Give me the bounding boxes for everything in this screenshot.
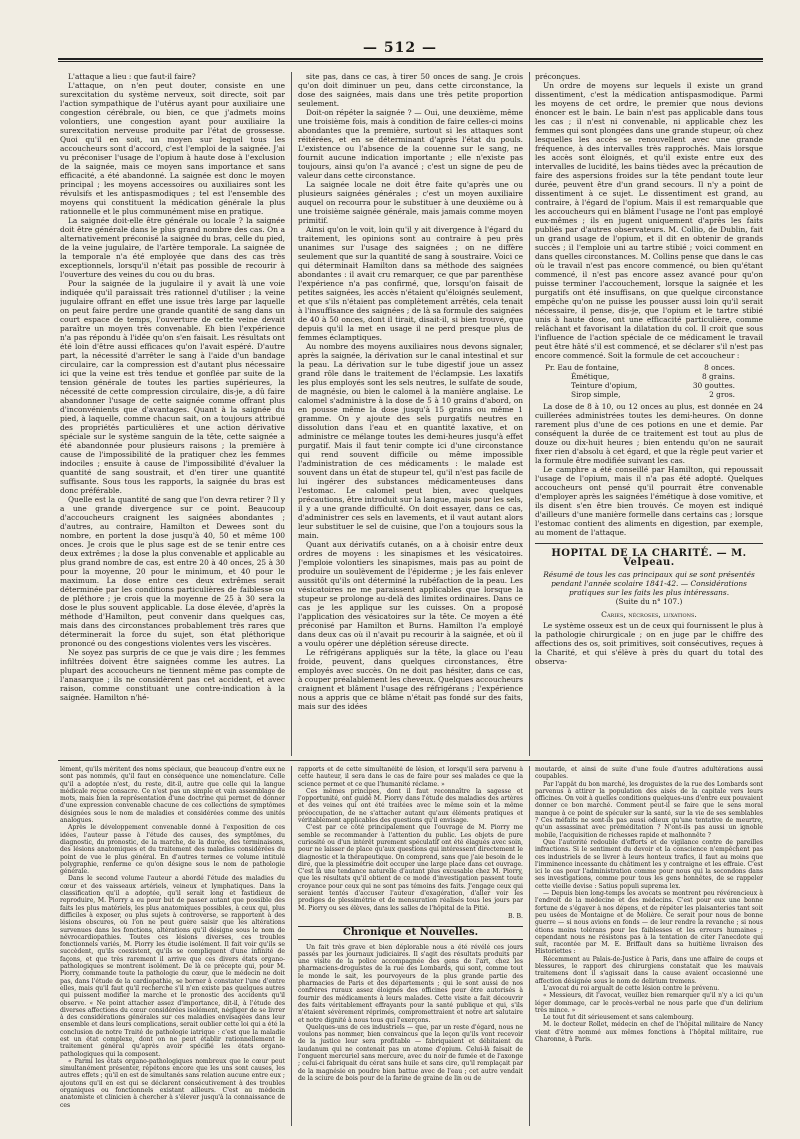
paragraph: Un ordre de moyens sur lequels il existe un grand dissentiment, c'est la médication antispasmodique. Parmi les moyens de cet ordre, le premier que nous devions énoncer est le bain. Le bain n'est pas applicable dans tous les cas ; il n'est ni convenable, ni applicable chez les femmes qui sont plongées dans une grande stupeur, où chez lesquelles les accès se renouvellent avec une grande fréquence, à des intervalles très rapprochés. Mais lorsque les accès sont éloignés, et qu'il existe entre eux des intervalles de lucidité, les bains tièdes avec la précaution de faire des aspersions froides sur la tête pendant toute leur durée, peuvent être d'un grand secours. Il n'y a point de dissentiment à ce sujet. Le dissentiment est grand, au contraire, à l'égard de l'opium. Mais il est remarquable que les accoucheurs qui en blâment l'usage ne l'ont pas employé eux-mêmes ; ils en jugent uniquement d'après les faits publiés par d'autres observateurs. M. Collio, de Dublin, fait un grand usage de l'opium, et il dit en obtenir de grands succès ; il l'emploie uni au tartre stibié ; voici comment en dans quelles circonstances. M. Collins pense que dans le cas où le travail n'est pas encore commencé, ou bien qu'étant commencé, il n'est pas encore assez avancé pour qu'on puisse terminer l'accouchement, lorsque la saignée et les purgatifs ont été insuffisans, on que quelque circonstance empêche qu'on ne puisse les pousser aussi loin qu'il serait nécessaire, il pense, dis-je, que l'opium et le tartre stibié unis à haute dose, ont une efficacité particulière, comme relâchant et favorisant la dilatation du col. Il croit que sous l'influence de l'action spéciale de ce médicament le travail peut être hâté s'il est commencé, et se déclarer s'il n'est pas encore commencé. Soit la formule de cet accoucheur : <box>535 81 763 360</box>
ingredient: Sirop simple, <box>571 390 621 399</box>
paragraph: Le réfrigérans appliqués sur la tête, la glace ou l'eau froide, peuvent, dans quelques circonstances, être employés avec succès. On ne doit pas hésiter, dans ce cas, à couper préalablement les cheveux. Quelques accoucheurs craignent et blâment l'usage des réfrigérans ; l'expérience nous a appris que ce blâme n'était pas fondé sur des faits, mais sur des idées <box>298 648 523 711</box>
quantity: 30 gouttes. <box>692 381 735 390</box>
article-column-3 <box>535 72 763 756</box>
section-subtitle: Résumé de tous les cas principaux qui se sont présentés pendant l'année scolaire 1841-42. — Considérations pratiques sur les faits les plus intéressans. <box>543 570 755 597</box>
paragraph: Quant aux dérivatifs cutanés, on a à choisir entre deux ordres de moyens : les sinapismes et les vésicatoires. J'emploie volontiers les sinapismes, mais pas au point de produire un soulèvement de l'épiderme ; je les fais enlever aussitôt qu'ils ont déterminé la rubéfaction de la peau. Les vésicatoires ne me paraissent applicables que lorsque la stupeur se prolonge au-delà des limites ordinaires. Dans ce cas je les applique sur les cuisses. On a proposé l'application des vésicatoires sur la tête. Ce moyen a été préconisé par Hamilton et Burns. Hamilton l'a employé dans deux cas où il n'avait pu recourir à la saignée, et où il a voulu opérer une déplétion séreuse directe. <box>298 540 523 648</box>
ingredient: Émétique, <box>571 372 610 381</box>
paragraph: Quelques-uns de ces industriels — que, par un reste d'égard, nous ne voulons pas nommer, bien convaincus que la leçon qu'ils vont recevoir de la justice leur sera profitable — fabriquaient et débitaient du laudanum qui ne contenait pas un atome d'opium. Celui-là faisait de l'onguent mercuriel sans mercure, avec du noir de fumée et de l'axonge ; celui-ci fabriquait du cérat sans huile et sans cire, qu'il remplaçait par de la magnésie en poudre bien battue avec de l'eau ; cet autre vendait de la sciure de bois pour de la farine de graine de lin ou de <box>298 1023 523 1082</box>
review-column-2 <box>298 766 523 1126</box>
paragraph: lément, qu'ils méritent des noms spéciaux, que beaucoup d'entre eux ne sont pas nommés, qu'il faut en conséquence une nomenclature. Celle qu'il a adoptée n'est, du reste, dit-il, autre que celle qui la langue médicale reçue consacre. Ce n'est pas un simple et vain assemblage de mots, mais bien la représentation d'une doctrine qui permet de donner d'une expression convenable chacune de ces collections de symptômes désignées sous le nom de maladies et considérées comme des unités analogues. <box>60 766 285 825</box>
prescription-line <box>545 363 735 372</box>
header-rule-thin <box>58 61 763 62</box>
section-title-hospital: HOPITAL DE LA CHARITÉ. — M. Velpeau. <box>535 543 763 567</box>
paragraph: Au nombre des moyens auxiliaires nous devons signaler, après la saignée, la dérivation sur le canal intestinal et sur la peau. La dérivation sur le tube digestif joue un assez grand rôle dans le traitement de l'éclampsie. Les laxatifs les plus employés sont les sels neutres, le sulfate de soude, de magnésie, ou bien le calomel à la manière anglaise. Le calomel s'administre à la dose de 5 à 10 grains d'abord, on en pousse même la dose jusqu'à 15 grains ou même 1 gramme. On y ajoute des sels purgatifs neutres en dissolution dans l'eau et en quantité laxative, et on administre ce mélange toutes les demi-heures jusqu'à effet purgatif. Mais il faut tenir compte ici d'une circonstance qui rend souvent difficile ou même impossible l'administration de ces médicaments : le malade est souvent dans un état de stupeur tel, qu'il n'est pas facile de lui ingérer des substances médicamenteuses dans l'estomac. Le calomel peut bien, avec quelques précautions, être introduit sur la langue, mais pour les sels, il y a une grande difficulté. On doit essayer, dans ce cas, d'administrer ces sels en lavements, et il vaut autant alors leur substituer le sel de cuisine, que l'on a toujours sous la main. <box>298 342 523 540</box>
ingredient: Pr. Eau de fontaine, <box>545 363 619 372</box>
paragraph: Doit-on répéter la saignée ? — Oui, une deuxième, même une troisième fois, mais à condition de faire celles-ci moins abondantes que la première, surtout si les attaques sont réitérées, et en se déterminant d'après l'état du pouls. L'existence ou l'absence de la couenne sur le sang, ne fournit aucune indication importante ; elle n'existe pas toujours, ainsi qu'on l'a avancé ; c'est un signe de peu de valeur dans cette circonstance. <box>298 108 523 180</box>
quantity: 2 gros. <box>709 390 735 399</box>
paragraph: préconçues. <box>535 72 581 81</box>
paragraph: Dans le second volume l'auteur a abordé l'étude des maladies du cœur et des vaisseaux artériels, veineux et lymphatiques. Dans la classification qu'il a adoptée, qu'il serait long et fastidieux de reproduire, M. Piorry a eu pour but de passer autant que possible des faits les plus matériels, les plus anatomiques possibles, à ceux qui, plus difficiles à exposer, ou plus sujets à controverse, se rapportent à des lésions obscures, où l'on ne peut guère saisir que les altérations survenues dans les fonctions, altérations qu'il désigne sous le nom de névrocardiopathies. Toutes ces lésions diverses, ces troubles fonctionnels variés, M. Piorry les étudie isolément. Il fait voir qu'ils se succèdent, qu'ils coexistent, qu'ils se compliquent d'une infinité de façons, et que très rarement il arrive que ces divers états organo-pathologiques se montrent isolément. De là ce précepte qui, pour M. Piorry, commande toute la pathologie du cœur, que le médecin ne doit pas, dans l'étude de la cardiopathie, se borner à constater l'une d'entre elles, mais qu'il faut qu'il recherche s'il n'en existe pas quelques autres qui puissent modifier la marche et le pronostic des accidents qu'il observe. « Ne point attacher assez d'importance, dit-il, à l'étude des diverses affections du cœur considérées isolément, négliger de se livrer à des considérations générales sur ces maladies envisagées dans leur ensemble et dans leurs complications, serait oublier cette loi qui a été la conclusion de notre Traité de pathologie iatrique : c'est que la maladie est un état complexe, dont on ne peut établir rationnellement le traitement général qu'après avoir spécifié les états organo-pathologiques qui la composent. <box>60 875 285 1058</box>
ingredient: Teinture d'opium, <box>571 381 638 390</box>
prescription-line <box>545 372 735 381</box>
paragraph: L'avocat du roi argualt de cette lésion contre le prévenu. <box>543 984 720 992</box>
header-rule <box>58 58 763 60</box>
paragraph: La saignée doit-elle être générale ou locale ? la saignée doit être générale dans le plus grand nombre des cas. On a alternativement préconisé la saignée du bras, celle du pied, de la veine jugulaire, de l'artère temporale. La saignée de la temporale n'a été employée que dans des cas très exceptionnels, lorsqu'il n'était pas possible de recourir à l'ouverture des veines du cou ou du bras. <box>60 216 285 279</box>
prescription-formula <box>545 363 763 399</box>
section-title-chronique: Chronique et Nouvelles. <box>298 926 523 939</box>
paragraph: L'attaque a lieu : que faut-il faire? <box>68 72 196 81</box>
column-divider <box>529 72 530 756</box>
paragraph: Par l'appât du bon marché, les droguistes de la rue des Lombards sont parvenus à attirer la population des aisés de la capitale vers leurs officines. On voit à quelles conditions quelques-uns d'entre eux pouvaient donner ce bon marché. Comment peut-il se faire que le sens moral manque à ce point de spéculer sur la santé, sur la vie de ses semblables ? Ces méfaits ne sont-ils pas aussi odieux qu'une tentative de meurtre, qu'un assassinat avec préméditation ? N'ont-ils pas aussi un ignoble mobile, l'acquisition de richesses rapide et malhonnête ? <box>535 780 763 839</box>
paragraph: Récemment au Palais-de-Justice à Paris, dans une affaire de coups et blessures, le rapport des chirurgiens constatait que les mauvais traitemens dont il s'agissait dans la cause avaient occasionné une affection désignée sous le nom de delirium tremens. <box>535 955 763 985</box>
paragraph: Pour la saignée de la jugulaire il y avait là une voie indiquée qu'il paraissait très rationnel d'utiliser ; la veine jugulaire offrant en effet une issue très large par laquelle on peut faire perdre une grande quantité de sang dans un court espace de temps, l'ouverture de cette veine devait paraître un moyen très convenable. Eh bien l'expérience n'a pas répondu à l'idée qu'on s'en faisait. Les résultats ont été loin d'être aussi efficaces qu'on l'avait espéré. D'autre part, la nécessité d'arrêter le sang à l'aide d'un bandage circulaire, car la compression est d'autant plus nécessaire ici que la veine est très tendue et gonflée par suite de la tension générale de toutes les parties supérieures, la nécessité de cette compression circulaire, dis-je, a dû faire abandonner l'usage de cette saignée comme offrant plus d'inconvénients que d'avantages. Quant à la saignée du pied, à laquelle, comme chacun sait, on a toujours attribué des propriétés particulières et une action dérivative spéciale sur le système sanguin de la tête, cette saignée a été abandonnée pour plusieurs raisons ; la première à cause de l'impossibilité de la pratiquer chez les femmes indociles ; ensuite à cause de l'impossibilité d'évaluer la quantité de sang soustrait, et d'en tirer une quantité suffisante. Sous tous les rapports, la saignée du bras est donc préférable. <box>60 279 285 495</box>
paragraph: Ainsi qu'on le voit, loin qu'il y ait divergence à l'égard du traitement, les opinions sont au contraire à peu près unanimes sur l'usage des saignées ; on ne diffère seulement que sur la quantité de sang à soustraire. Voici ce qui déterminait Hamilton dans sa méthode des saignées abondantes : il avait cru remarquer, ce que par parenthèse l'expérience n'a pas confirmé, que, lorsqu'on faisait de petites saignées, les accès n'étaient qu'éloignés seulement, et que s'ils n'étaient pas complètement arrêtés, cela tenait à l'insuffisance des saignées ; de là sa formule des saignées de 40 à 50 onces, dont il tirait, disait-il, si bien trouvé, que depuis qu'il la met en usage il ne perd presque plus de femmes éclamptiques. <box>298 225 523 342</box>
paragraph: Quelle est la quantité de sang que l'on devra retirer ? Il y a une grande divergence sur ce point. Beaucoup d'accoucheurs craignent les saignées abondantes ; d'autres, au contraire, Hamilton et Dewees sont du nombre, en portent la dose jusqu'à 40, 50 et même 100 onces. Je crois que le plus sage est de se tenir entre ces deux extrêmes ; la dose la plus convenable et applicable au plus grand nombre de cas, est entre 20 à 40 onces, 25 à 30 pour la moyenne, 20 pour le minimum, et 40 pour le maximum. La dose entre ces deux extrêmes serait déterminée par les conditions particulières de faiblesse ou de pléthore ; je crois que la moyenne de 25 à 30 sera la dose le plus souvent applicable. La dose élevée, d'après la méthode d'Hamilton, peut convenir dans quelques cas, mais dans des circonstances probablement très rares que déterminerait la force du sujet, son état pléthorique prononcé ou des congestions violentes vers les viscères. <box>60 495 285 648</box>
page-number: — 512 — <box>363 40 437 56</box>
prescription-line <box>545 381 735 390</box>
paragraph: rapports et de cette simultanéité de lésion, et lorsqu'il sera parvenu à cette hauteur, il sera dans le cas de faire pour ses malades ce que la science permet et ce que l'humanité réclame. » <box>298 766 523 788</box>
paragraph: La dose de 8 à 10, ou 12 onces au plus, est donnée en 24 cuillerées administrées toutes les demi-heures. On donne rarement plus d'une de ces potions en une et demie. Par conséquent la durée de ce traitement est tout au plus de douze ou dix-huit heures ; bien entendu qu'on ne saurait fixer rien d'absolu à cet égard, et que la règle peut varier et la formule être modifiée suivant les cas. <box>535 402 763 465</box>
paragraph: M. le docteur Rollet, médecin en chef de l'hôpital militaire de Nancy vient d'être nommé aux mêmes fonctions à l'hôpital militaire, rue Charonne, à Paris. <box>535 1021 763 1043</box>
paragraph: moutarde, et ainsi de suite d'une foule d'autres adultérations aussi coupables. <box>535 766 763 781</box>
paragraph: Ces mêmes principes, dont il faut reconnaître la sagesse et l'opportunité, ont guidé M. Piorry dans l'étude des maladies des artères et des veines qui ont été traitées avec le même soin et la même préoccupation, de ne s'attacher autant qu'aux éléments pratiques et véritablement applicables des questions qu'il envisage. <box>298 787 523 825</box>
paragraph: « Parmi les états organo-pathologiques nombreux que le cœur peut simultanément présenter, répétons encore que les uns sont causes, les autres effets ; qu'il en est de simultanés sans relation aucune entre eux ; ajoutons qu'il en est qui se déclarent consécutivement à des troubles organiques ou fonctionnels existant ailleurs. C'est au médecin anatomiste et clinicien à chercher à s'élever jusqu'à la connaissance de ces <box>60 1057 285 1109</box>
paragraph: site pas, dans ce cas, à tirer 50 onces de sang. Je crois qu'on doit diminuer un peu, dans cette circonstance, la dose des saignées, mais dans une très petite proportion seulement. <box>298 72 523 108</box>
paragraph: Un fait très grave et bien déplorable nous a été révélé ces jours passés par les journaux judiciaires. Il s'agit des résultats produits par une visite de la police accompagnée des gens de l'art, chez les pharmaciens-droguistes de la rue des Lombards, qui sont, comme tout le monde le sait, les pourvoyeurs de la plus grande partie des pharmacies de Paris et des départements ; qui le sont aussi de nos confrères ruraux assez éloignés des officines pour être autorisés à fournir des médicaments à leurs malades. Cette visite a fait découvrir des faits véritablement effrayants pour la santé publique et qui, s'ils n'étaient sévèrement réprimés, compromettraient et notre art salutaire et notre dignité à nous tous qui l'exerçons. <box>298 943 523 1024</box>
paragraph: La saignée locale ne doit être faite qu'après une ou plusieurs saignées générales ; c'est un moyen auxiliaire auquel on recourra pour le substituer à une deuxième ou à une troisième saignée générale, mais jamais comme moyen primitif. <box>298 180 523 225</box>
paragraph: L'attaque, on n'en peut douter, consiste en une surexcitation du système nerveux, soit directe, soit par l'action sympathique de l'utérus ayant pour auxiliaire une congestion cérébrale, ou bien, ce que j'admets moins volontiers, une congestion ayant pour auxiliaire la surexcitation nerveuse produite par l'état de grossesse. Quoi qu'il en soit, un moyen sur lequel tous les accoucheurs sont d'accord, c'est l'emploi de la saignée. J'ai vu préconiser l'usage de l'opium à haute dose à l'exclusion de la saignée, mais ce moyen sans importance et sans efficacité, a été abandonné. La saignée est donc le moyen principal ; les moyens accessoires ou auxiliaires sont les révulsifs et les antispasmodiques ; tel est l'ensemble des moyens qui constituent la médication générale la plus rationnelle et le plus communément mise en pratique. <box>60 81 285 216</box>
review-column-1 <box>60 766 285 1126</box>
paragraph: — Depuis bien long-temps les avocats se montrent peu révérencieux à l'endroit de la médecine et des médecins. C'est pour eux une bonne fortune de s'égayer à nos dépens, et de répéter les plaisanteries tant soit peu usées de Montaigne et de Molière. Ce serait pour nous de bonne guerre — si nous avions en fonds — de leur rendre la revanche ; si nous étions moins tolérans pour les faiblesses et les erreurs humaines ; cependant nous ne résistons pas à la tentation de citer l'anecdote qui suit, racontée par M. E. Briffault dans sa huitième livraison des Historiettes : <box>535 890 763 956</box>
paragraph: C'est par ce côté principalement que l'ouvrage de M. Piorry me semble se recommander à l'attention du public. Les objets de pure curiosité ou d'un intérêt purement spéculatif ont été élagués avec soin, pour ne laisser de place qu'aux questions qui intéressent directement le diagnostic et la thérapeutique. On comprend, sans que j'aie besoin de le dire, que la plessimétrie doit occuper une large place dans cet ouvrage. C'est là une tendance naturelle d'autant plus excusable chez M. Piorry, que les résultats qu'il obtient de ce mode d'investigation passent toute croyance pour ceux qui ne sont pas témoins des faits. J'engage ceux qui seraient tentés d'accuser l'auteur d'exagération, d'aller voir les prodiges de plessimétrie et de mensuration réalisés tous les jours par M. Piorry ou ses élèves, dans les salles de l'hôpital de la Pitié. <box>298 824 523 912</box>
paragraph: Après le développement convenable donné à l'exposition de ces idées, l'auteur passe à l'étude des causes, des symptômes, du diagnostic, du pronostic, de la marche, de la durée, des terminaisons, des lésions anatomiques et du traitement des maladies considérées du point de vue le plus général. En d'autres termes ce volume intitulé polygraphie, renferme ce qu'on désigne sous le nom de pathologie générale. <box>60 824 285 876</box>
section-divider <box>58 760 763 761</box>
news-column-3 <box>535 766 763 1126</box>
paragraph: Le système osseux est un de ceux qui fournissent le plus à la pathologie chirurgicale ; on en juge par le chiffre des affections des os, soit primitives, soit consécutives, reçues à la Charité, et qui s'élève à près du quart du total des observa- <box>535 621 763 666</box>
column-divider <box>291 766 292 1126</box>
paragraph: Le tout fut dit sérieusement et sans calembourg. <box>543 1014 694 1022</box>
column-divider <box>291 72 292 756</box>
article-column-1 <box>60 72 285 756</box>
quantity: 8 grains. <box>702 372 735 381</box>
subsection-heading: Caries, nécroses, luxations. <box>601 610 697 619</box>
continuation-note: (Suite du n° 107.) <box>615 597 683 606</box>
paragraph: « Messieurs, dit l'avocat, veuillez bien remarquer qu'il n'y a ici qu'un léger dommage, car le procès-verbal ne nous parle que d'un delirium très mince. » <box>535 992 763 1014</box>
prescription-line <box>545 390 735 399</box>
column-divider <box>529 766 530 1126</box>
article-column-2 <box>298 72 523 756</box>
quantity: 8 onces. <box>704 363 735 372</box>
author-signature: B. B. <box>508 912 523 920</box>
paragraph: Ne soyez pas surpris de ce que je vais dire ; les femmes infiltrées doivent être saignées comme les autres. La plupart des accoucheurs ne tiennent même pas compte de l'anasarque ; ils ne considèrent pas cet accident, et avec raison, comme constituant une contre-indication à la saignée. Hamilton n'hé- <box>60 648 285 702</box>
paragraph: Que l'autorité redouble d'efforts et de vigilance contre de pareilles infractions. Si le sentiment du devoir et la conscience n'empêchent pas ces industriels de se livrer à leurs honteux trafics, il faut au moins que l'imminence incessante du châtiment les y contraigne et les effraie. C'est ici le cas pour l'administration comme pour nous qui la secondons dans ses investigations, comme pour tous les gens honnêtes, de se rappeler cette vieille devise : Satius populi suprema lex. <box>535 838 763 890</box>
paragraph: Le camphre a été conseillé par Hamilton, qui repoussait l'usage de l'opium, mais il n'a pas été adopté. Quelques accoucheurs ont pensé qu'il pourrait être convenable d'employer après les saignées l'émétique à dose vomitive, et ils disent s'en être bien trouvés. Ce moyen est indiqué d'ailleurs d'une manière formelle dans certains cas ; lorsque l'estomac contient des aliments en digestion, par exemple, au moment de l'attaque. <box>535 465 763 537</box>
